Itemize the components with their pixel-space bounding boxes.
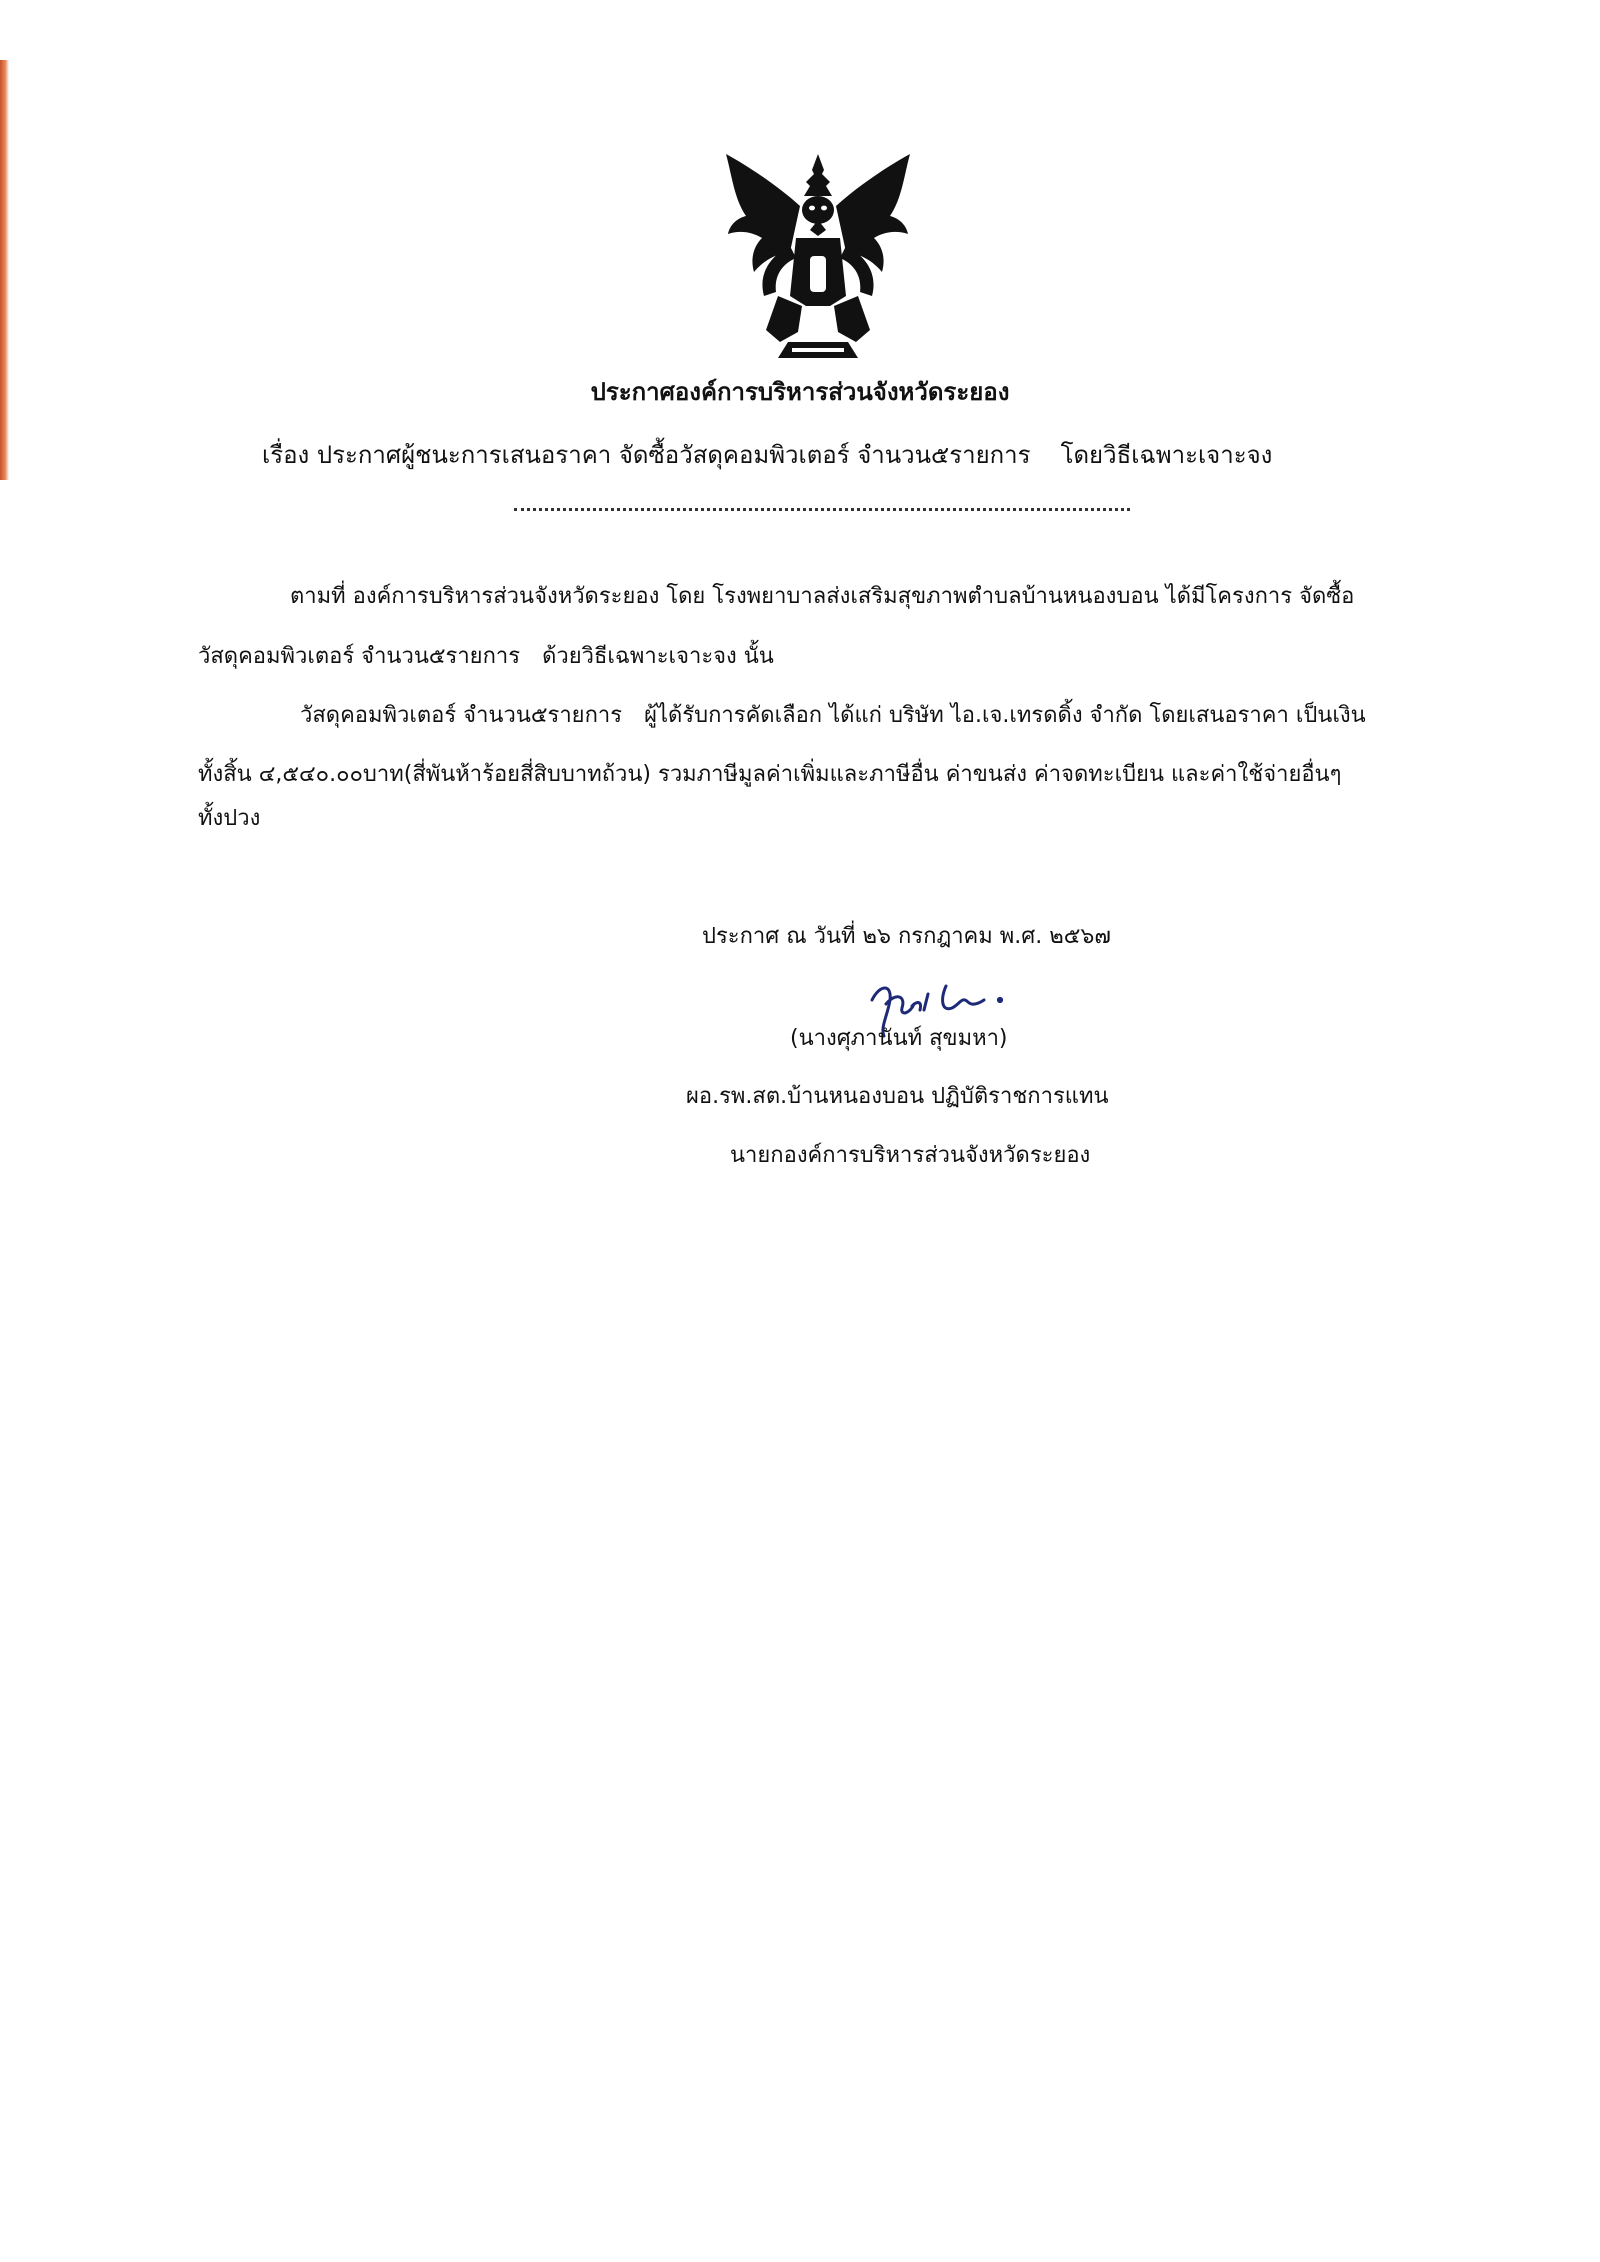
- subject-method: โดยวิธีเฉพาะเจาะจง: [1060, 441, 1273, 469]
- paragraph-1-line-2: [198, 638, 774, 673]
- garuda-emblem-icon: [718, 146, 918, 364]
- paragraph-2-line-2: ทั้งสิ้น ๔,๕๔๐.๐๐บาท(สี่พันห้าร้อยสี่สิบบาทถ้วน) รวมภาษีมูลค่าเพิ่มและภาษีอื่น ค่าขนส่ง ค่าจดทะเบียน และค่าใช้จ่ายอื่นๆ: [198, 762, 1342, 787]
- subject-main: เรื่อง ประกาศผู้ชนะการเสนอราคา จัดซื้อวัสดุคอมพิวเตอร์ จำนวน๕รายการ: [262, 441, 1031, 469]
- announcement-date: ประกาศ ณ วันที่ ๒๖ กรกฎาคม พ.ศ. ๒๕๖๗: [702, 924, 1111, 949]
- announcement-title: ประกาศองค์การบริหารส่วนจังหวัดระยอง: [590, 378, 1010, 406]
- signer-name: (นางศุภานันท์ สุขมหา): [790, 1026, 1008, 1051]
- scan-edge-artifact: [0, 60, 9, 480]
- paragraph-1-method: ด้วยวิธีเฉพาะเจาะจง นั้น: [542, 644, 774, 669]
- paragraph-2-line-3: ทั้งปวง: [198, 806, 261, 831]
- paragraph-1-item: วัสดุคอมพิวเตอร์ จำนวน๕รายการ: [198, 644, 521, 669]
- paragraph-2-line-1: [300, 697, 1366, 732]
- paragraph-2-winner: ผู้ได้รับการคัดเลือก ได้แก่ บริษัท ไอ.เจ.เทรดดิ้ง จำกัด โดยเสนอราคา เป็นเงิน: [644, 703, 1366, 728]
- paragraph-2-item: วัสดุคอมพิวเตอร์ จำนวน๕รายการ: [300, 703, 623, 728]
- signer-position: ผอ.รพ.สต.บ้านหนองบอน ปฏิบัติราชการแทน: [686, 1084, 1109, 1109]
- signer-organization: นายกองค์การบริหารส่วนจังหวัดระยอง: [730, 1143, 1091, 1168]
- announcement-subject: [262, 435, 1272, 474]
- dotted-divider: [514, 508, 1130, 511]
- paragraph-1-line-1: ตามที่ องค์การบริหารส่วนจังหวัดระยอง โดย โรงพยาบาลส่งเสริมสุขภาพตำบลบ้านหนองบอน ได้มีโครงการ จัดซื้อ: [290, 584, 1355, 609]
